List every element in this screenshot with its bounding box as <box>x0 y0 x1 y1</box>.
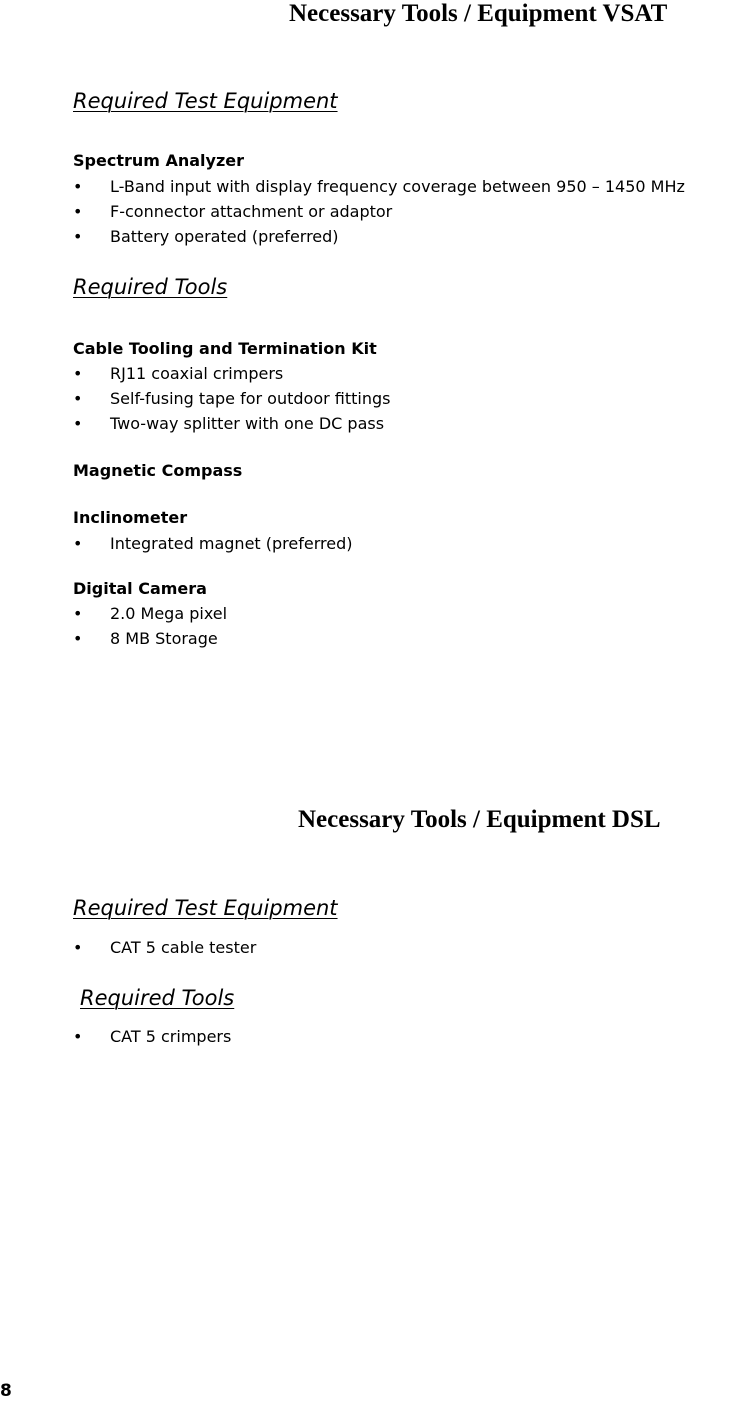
bullet-icon: • <box>73 364 83 383</box>
bullet-icon: • <box>73 227 83 246</box>
list-item-text: CAT 5 crimpers <box>110 1027 232 1046</box>
list-item-text: F-connector attachment or adaptor <box>110 202 393 221</box>
bullet-icon: • <box>73 629 83 648</box>
list-item-text: 8 MB Storage <box>110 629 218 648</box>
vsat-tools-heading: Required Tools <box>73 275 228 299</box>
list-item-text: CAT 5 cable tester <box>110 938 257 957</box>
list-item-text: L-Band input with display frequency coverage between 950 – 1450 MHz <box>110 177 685 196</box>
list-item-text: Two-way splitter with one DC pass <box>110 414 385 433</box>
bullet-icon: • <box>73 414 83 433</box>
bullet-icon: • <box>73 938 83 957</box>
list-item-text: RJ11 coaxial crimpers <box>110 364 284 383</box>
bullet-icon: • <box>73 177 83 196</box>
inclinometer-heading: Inclinometer <box>73 508 188 527</box>
list-item-text: Integrated magnet (preferred) <box>110 534 353 553</box>
bullet-icon: • <box>73 202 83 221</box>
magnetic-compass-heading: Magnetic Compass <box>73 461 243 480</box>
dsl-tools-heading: Required Tools <box>80 986 235 1010</box>
vsat-title: Necessary Tools / Equipment VSAT <box>289 0 668 27</box>
bullet-icon: • <box>73 534 83 553</box>
list-item-text: Self-fusing tape for outdoor fittings <box>110 389 391 408</box>
bullet-icon: • <box>73 604 83 623</box>
list-item-text: 2.0 Mega pixel <box>110 604 228 623</box>
dsl-title: Necessary Tools / Equipment DSL <box>298 806 661 833</box>
vsat-test-equipment-heading: Required Test Equipment <box>73 89 338 113</box>
cable-kit-heading: Cable Tooling and Termination Kit <box>73 339 377 358</box>
spectrum-analyzer-heading: Spectrum Analyzer <box>73 151 245 170</box>
dsl-test-equipment-heading: Required Test Equipment <box>73 896 338 920</box>
bullet-icon: • <box>73 389 83 408</box>
page-number: 8 <box>0 1381 12 1401</box>
digital-camera-heading: Digital Camera <box>73 579 207 598</box>
list-item-text: Battery operated (preferred) <box>110 227 339 246</box>
bullet-icon: • <box>73 1027 83 1046</box>
